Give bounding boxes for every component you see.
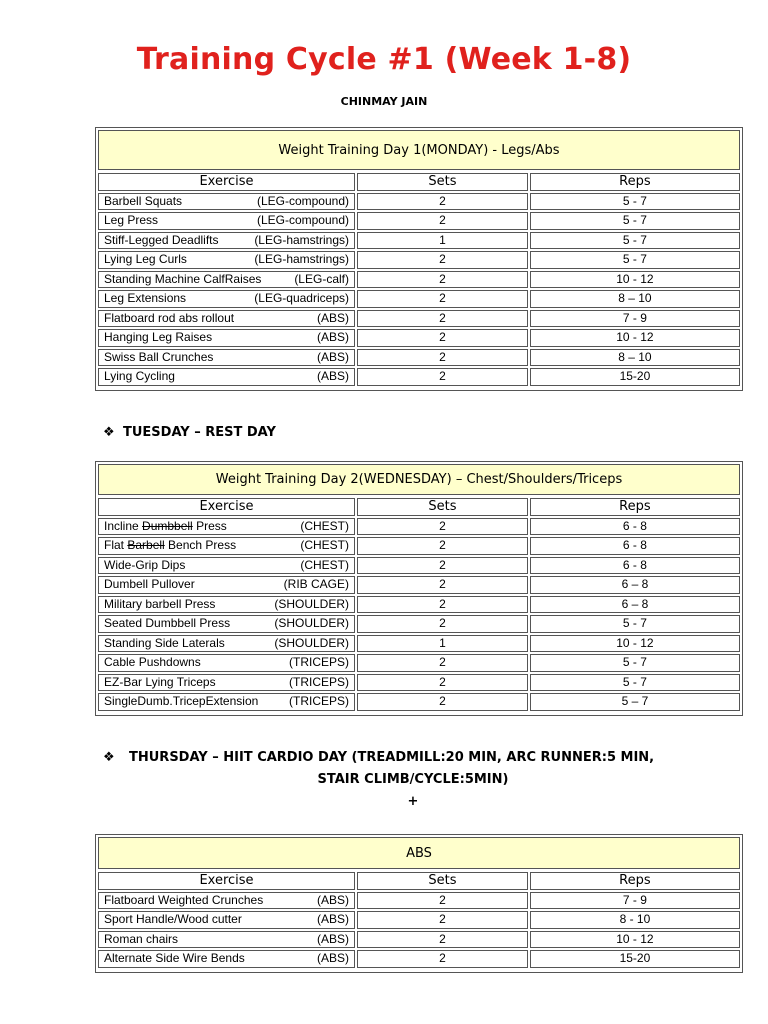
reps-cell: 5 - 7: [530, 251, 740, 269]
reps-cell: 5 – 7: [530, 693, 740, 711]
reps-cell: 5 - 7: [530, 193, 740, 211]
reps-cell: 6 - 8: [530, 557, 740, 575]
table-row: [98, 654, 740, 672]
column-header-reps: Reps: [530, 173, 740, 191]
column-header-exercise: Exercise: [98, 498, 355, 516]
muscle-group: (CHEST): [300, 518, 349, 533]
muscle-group: (ABS): [316, 951, 349, 965]
sets-cell: 2: [357, 674, 528, 692]
table-row: [98, 290, 740, 308]
muscle-group: (ABS): [316, 931, 349, 946]
table-row: [98, 232, 740, 250]
exercise-name: Flatboard rod abs rollout: [104, 310, 235, 325]
reps-cell: 6 – 8: [530, 576, 740, 594]
reps-cell: 15-20: [530, 950, 740, 968]
wednesday-workout-table: [95, 461, 743, 716]
muscle-group: (CHEST): [300, 557, 349, 572]
sets-cell: 2: [357, 693, 528, 711]
table-row: [98, 596, 740, 614]
exercise-cell: [98, 654, 355, 672]
exercise-name: Hanging Leg Raises: [104, 330, 213, 344]
sets-cell: 2: [357, 654, 528, 672]
muscle-group: (TRICEPS): [289, 655, 349, 669]
table-row: [98, 892, 740, 910]
muscle-group: (LEG-hamstrings): [254, 252, 349, 266]
table-body: [98, 892, 740, 968]
reps-cell: 6 - 8: [530, 518, 740, 536]
table-body: [98, 518, 740, 711]
table-caption: ABS: [98, 837, 740, 869]
sets-cell: 2: [357, 596, 528, 614]
reps-cell: 7 - 9: [530, 892, 740, 910]
exercise-name: Lying Cycling: [104, 369, 175, 383]
exercise-cell: [98, 537, 355, 555]
monday-workout-table: [95, 127, 743, 391]
exercise-name: Lying Leg Curls: [104, 252, 187, 266]
sets-cell: 2: [357, 290, 528, 308]
exercise-name: Sport Handle/Wood cutter: [104, 912, 242, 926]
exercise-cell: [98, 193, 355, 211]
column-header-sets: Sets: [357, 173, 528, 191]
exercise-name: Standing Side Laterals: [104, 635, 225, 650]
column-header-reps: Reps: [530, 498, 740, 516]
muscle-group: (LEG-calf): [294, 271, 349, 286]
tuesday-text: TUESDAY – REST DAY: [123, 425, 276, 440]
table-row: [98, 931, 740, 949]
muscle-group: (TRICEPS): [289, 674, 349, 689]
muscle-group: (LEG-quadriceps): [254, 291, 349, 305]
exercise-cell: [98, 518, 355, 536]
exercise-cell: [98, 329, 355, 347]
exercise-cell: [98, 615, 355, 633]
reps-cell: 10 - 12: [530, 635, 740, 653]
exercise-name: SingleDumb.TricepExtension: [104, 694, 259, 708]
diamond-bullet-icon: ❖: [103, 750, 115, 765]
exercise-name: Dumbell Pullover: [104, 577, 195, 591]
muscle-group: (SHOULDER): [274, 596, 349, 611]
exercise-cell: [98, 931, 355, 949]
exercise-cell: [98, 212, 355, 230]
sets-cell: 1: [357, 232, 528, 250]
muscle-group: (SHOULDER): [274, 635, 349, 650]
exercise-name: Cable Pushdowns: [104, 655, 201, 669]
table-caption: Weight Training Day 2(WEDNESDAY) – Chest/Shoulders/Triceps: [98, 464, 740, 495]
exercise-name: EZ-Bar Lying Triceps: [104, 674, 216, 689]
exercise-cell: [98, 950, 355, 968]
table-row: [98, 251, 740, 269]
reps-cell: 7 - 9: [530, 310, 740, 328]
table-row: [98, 693, 740, 711]
exercise-name: Stiff-Legged Deadlifts: [104, 232, 219, 247]
reps-cell: 8 – 10: [530, 349, 740, 367]
exercise-cell: [98, 892, 355, 910]
sets-cell: 2: [357, 931, 528, 949]
exercise-cell: [98, 290, 355, 308]
reps-cell: 15-20: [530, 368, 740, 386]
column-header-reps: Reps: [530, 872, 740, 890]
exercise-cell: [98, 232, 355, 250]
sets-cell: 2: [357, 212, 528, 230]
muscle-group: (LEG-hamstrings): [254, 232, 349, 247]
exercise-name: Flat Barbell Bench Press: [104, 538, 237, 552]
sets-cell: 2: [357, 615, 528, 633]
exercise-cell: [98, 368, 355, 386]
table-row: [98, 950, 740, 968]
muscle-group: (LEG-compound): [256, 213, 349, 227]
sets-cell: 2: [357, 329, 528, 347]
sets-cell: 2: [357, 368, 528, 386]
column-header-sets: Sets: [357, 498, 528, 516]
sets-cell: 2: [357, 537, 528, 555]
muscle-group: (ABS): [316, 310, 349, 325]
muscle-group: (SHOULDER): [274, 616, 349, 630]
sets-cell: 2: [357, 349, 528, 367]
table-row: [98, 557, 740, 575]
sets-cell: 2: [357, 892, 528, 910]
reps-cell: 5 - 7: [530, 232, 740, 250]
exercise-name: Flatboard Weighted Crunches: [104, 892, 264, 907]
muscle-group: (ABS): [316, 330, 349, 344]
tuesday-rest-note: [103, 425, 276, 440]
plus-sign: +: [407, 794, 419, 809]
table-row: [98, 212, 740, 230]
table-row: [98, 537, 740, 555]
muscle-group: (ABS): [316, 349, 349, 364]
reps-cell: 5 - 7: [530, 674, 740, 692]
exercise-cell: [98, 271, 355, 289]
table-row: [98, 271, 740, 289]
sets-cell: 2: [357, 193, 528, 211]
exercise-name: Swiss Ball Crunches: [104, 349, 214, 364]
page-title: Training Cycle #1 (Week 1-8): [136, 42, 632, 77]
exercise-cell: [98, 310, 355, 328]
reps-cell: 5 - 7: [530, 615, 740, 633]
sets-cell: 1: [357, 635, 528, 653]
muscle-group: (ABS): [316, 912, 349, 926]
sets-cell: 2: [357, 310, 528, 328]
exercise-name: Leg Extensions: [104, 291, 187, 305]
exercise-cell: [98, 674, 355, 692]
reps-cell: 10 - 12: [530, 271, 740, 289]
exercise-name: Seated Dumbbell Press: [104, 616, 231, 630]
table-row: [98, 911, 740, 929]
exercise-name: Incline Dumbbell Press: [104, 518, 227, 533]
sets-cell: 2: [357, 557, 528, 575]
abs-workout-table: [95, 834, 743, 973]
exercise-name: Military barbell Press: [104, 596, 216, 611]
exercise-cell: [98, 557, 355, 575]
muscle-group: (RIB CAGE): [283, 577, 349, 591]
table-row: [98, 310, 740, 328]
exercise-name: Roman chairs: [104, 931, 179, 946]
column-header-sets: Sets: [357, 872, 528, 890]
exercise-name: Barbell Squats: [104, 193, 183, 208]
muscle-group: (CHEST): [300, 538, 349, 552]
table-row: [98, 615, 740, 633]
reps-cell: 6 - 8: [530, 537, 740, 555]
thursday-line-1: THURSDAY – HIIT CARDIO DAY (TREADMILL:20 MIN, ARC RUNNER:5 MIN,: [129, 750, 655, 765]
muscle-group: (ABS): [316, 892, 349, 907]
exercise-cell: [98, 576, 355, 594]
reps-cell: 10 - 12: [530, 329, 740, 347]
reps-cell: 5 - 7: [530, 212, 740, 230]
reps-cell: 5 - 7: [530, 654, 740, 672]
sets-cell: 2: [357, 271, 528, 289]
muscle-group: (LEG-compound): [256, 193, 349, 208]
sets-cell: 2: [357, 576, 528, 594]
exercise-name: Wide-Grip Dips: [104, 557, 186, 572]
thursday-line-2: STAIR CLIMB/CYCLE:5MIN): [317, 772, 509, 787]
table-row: [98, 329, 740, 347]
table-row: [98, 349, 740, 367]
author-name: CHINMAY JAIN: [340, 95, 428, 108]
muscle-group: (TRICEPS): [289, 694, 349, 708]
exercise-cell: [98, 251, 355, 269]
thursday-cardio-note: [103, 750, 723, 809]
reps-cell: 8 - 10: [530, 911, 740, 929]
table-row: [98, 635, 740, 653]
exercise-cell: [98, 693, 355, 711]
exercise-cell: [98, 635, 355, 653]
exercise-name: Standing Machine CalfRaises: [104, 271, 262, 286]
sets-cell: 2: [357, 950, 528, 968]
exercise-cell: [98, 349, 355, 367]
column-header-exercise: Exercise: [98, 872, 355, 890]
reps-cell: 10 - 12: [530, 931, 740, 949]
table-body: [98, 193, 740, 386]
reps-cell: 8 – 10: [530, 290, 740, 308]
table-caption: Weight Training Day 1(MONDAY) - Legs/Abs: [98, 130, 740, 170]
sets-cell: 2: [357, 518, 528, 536]
diamond-bullet-icon: ❖: [103, 425, 115, 440]
table-row: [98, 368, 740, 386]
exercise-name: Leg Press: [104, 213, 159, 227]
reps-cell: 6 – 8: [530, 596, 740, 614]
table-row: [98, 518, 740, 536]
sets-cell: 2: [357, 911, 528, 929]
table-row: [98, 576, 740, 594]
muscle-group: (ABS): [316, 369, 349, 383]
exercise-name: Alternate Side Wire Bends: [104, 951, 245, 965]
exercise-cell: [98, 596, 355, 614]
table-row: [98, 674, 740, 692]
column-header-exercise: Exercise: [98, 173, 355, 191]
table-row: [98, 193, 740, 211]
exercise-cell: [98, 911, 355, 929]
sets-cell: 2: [357, 251, 528, 269]
